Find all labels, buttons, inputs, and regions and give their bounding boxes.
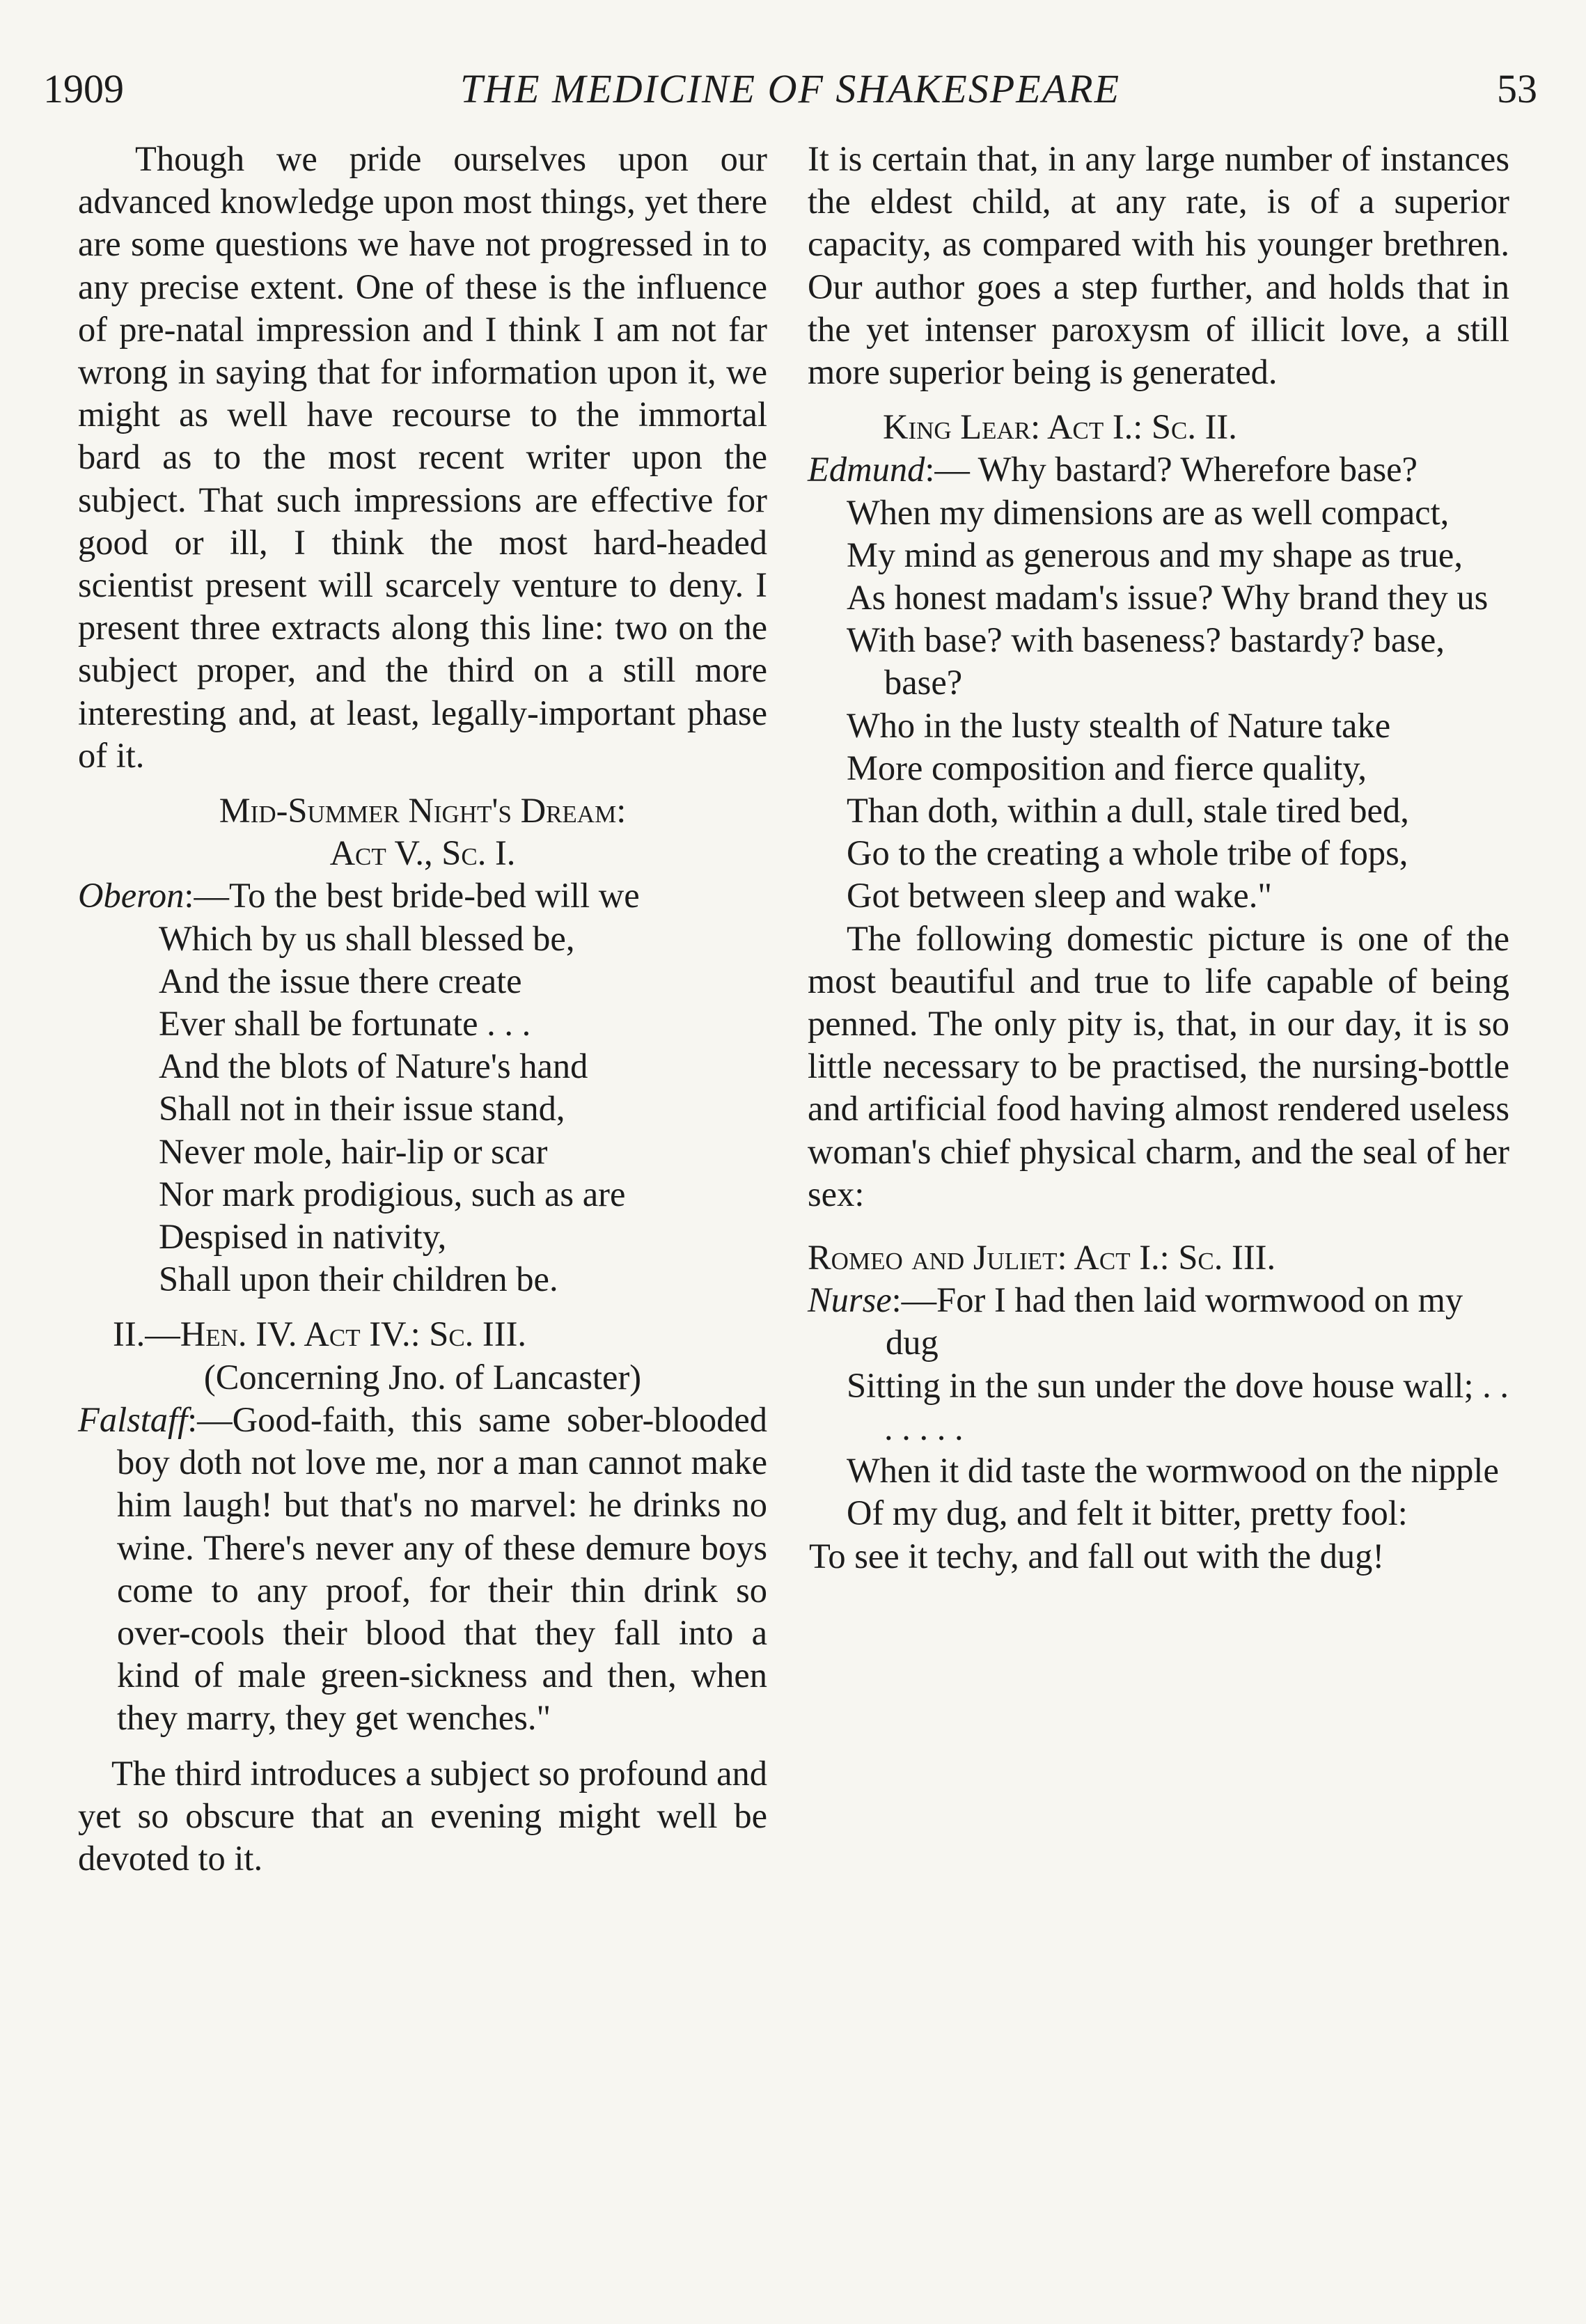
extract1-subheading: Act V., Sc. I. [329,833,516,873]
extract3-heading: King Lear: Act I.: Sc. II. [883,407,1237,447]
extract2-subheading: (Concerning Jno. of Lancaster) [203,1357,642,1397]
verse-line: More composition and fierce quality, [847,748,1367,787]
extract4-speaker: Nurse [808,1280,892,1320]
extract3-verse [808,492,1509,918]
header-page-number: 53 [1497,66,1537,111]
verse-line: And the blots of Nature's hand [159,1046,588,1086]
extract3-first-line: :— Why bastard? Wherefore base? [925,450,1418,489]
opening-paragraph: It is certain that, in any large number of instances the eldest child, at any rate, is of a superior capacity, as compared with his younger brethren. Our author goes a step further, and holds that in the yet intenser paroxysm of illicit love, a still more superior being is generated. [808,139,1509,392]
verse-line: Which by us shall blessed be, [159,918,575,958]
header-title: THE MEDICINE OF SHAKESPEARE [460,66,1120,111]
verse-line: Who in the lusty stealth of Nature take [847,705,1391,745]
verse-line: Got between sleep and wake." [847,876,1272,916]
closing-paragraph: The third introduces a subject so profound and yet so obscure that an evening might well be devoted to it. [78,1753,767,1878]
verse-line: Shall upon their children be. [159,1259,558,1299]
extract3-speaker-line [808,448,1509,491]
extract2-heading: II.—Hen. IV. Act IV.: Sc. III. [113,1314,527,1354]
verse-line: Ever shall be fortunate . . . [159,1004,531,1044]
running-head [43,61,1537,117]
extract4-verse [808,1365,1509,1535]
header-year: 1909 [43,66,124,111]
verse-line: Of my dug, and felt it bitter, pretty fool: [847,1493,1408,1533]
intro-paragraph: Though we pride ourselves upon our advanced knowledge upon most things, yet there are some questions we have not progressed in to any precise extent. One of these is the influence of pre-natal impression and I think I am not far wrong in saying that for information upon it, we might as well have recourse to the immortal bard as to the most recent writer upon the subject. That such impressions are effective for good or ill, I think the most hard-headed scientist present will scarcely venture to deny. I present three extracts along this line: two on the subject proper, and the third on a still more interesting and, at least, legally-important phase of it. [78,139,767,775]
verse-line: When it did taste the wormwood on the nipple [847,1451,1499,1491]
verse-line: Shall not in their issue stand, [159,1089,565,1129]
verse-line: Nor mark prodigious, such as are [159,1174,626,1214]
extract4-speaker-line [808,1279,1509,1364]
extract1-speaker: Oberon [78,876,184,916]
extract1-heading: Mid-Summer Night's Dream: [219,791,627,831]
verse-line: With base? with baseness? bastardy? base, base? [847,620,1445,702]
verse-line: Sitting in the sun under the dove house wall; . . . . . . . [847,1365,1509,1447]
extract1-first-line: :—To the best bride-bed will we [184,876,640,916]
verse-line: Than doth, within a dull, stale tired bed, [847,791,1409,831]
extract1-verse [78,918,767,1301]
extract4-heading: Romeo and Juliet: Act I.: Sc. III. [808,1238,1276,1278]
verse-line: And the issue there create [159,961,522,1000]
extract2-speaker: Falstaff [78,1399,188,1439]
extract4-first-line: :—For I had then laid wormwood on my dug [886,1280,1463,1363]
verse-line: My mind as generous and my shape as true, [847,535,1463,574]
middle-paragraph: The following domestic picture is one of the most beautiful and true to life capable of being penned. The only pity is, that, in our day, it is so little necessary to be practised, the nursing-bottle and artificial food having almost rendered useless woman's chief physical charm, and the seal of her sex: [808,918,1509,1214]
extract2-text: :—Good-faith, this same sober-blooded boy doth not love me, nor a man cannot make him laugh! but that's no marvel: he drinks no wine. There's never any of these demure boys come to any proof, for their thin drink so over-cools their blood that they fall into a kind of male green-sickness and then, when they marry, they get wenches." [117,1399,767,1738]
extract1-speaker-line [78,874,767,917]
extract4-last-line: To see it techy, and fall out with the dug! [809,1536,1385,1576]
right-column [808,138,1509,1578]
verse-line: Despised in nativity, [159,1217,447,1257]
verse-line: Never mole, hair-lip or scar [159,1131,548,1171]
extract3-speaker: Edmund [808,450,925,489]
verse-line: As honest madam's issue? Why brand they us [847,578,1489,618]
extract2-speech [78,1399,767,1740]
verse-line: Go to the creating a whole tribe of fops, [847,833,1408,873]
verse-line: When my dimensions are as well compact, [847,492,1450,532]
left-column [78,138,767,1880]
